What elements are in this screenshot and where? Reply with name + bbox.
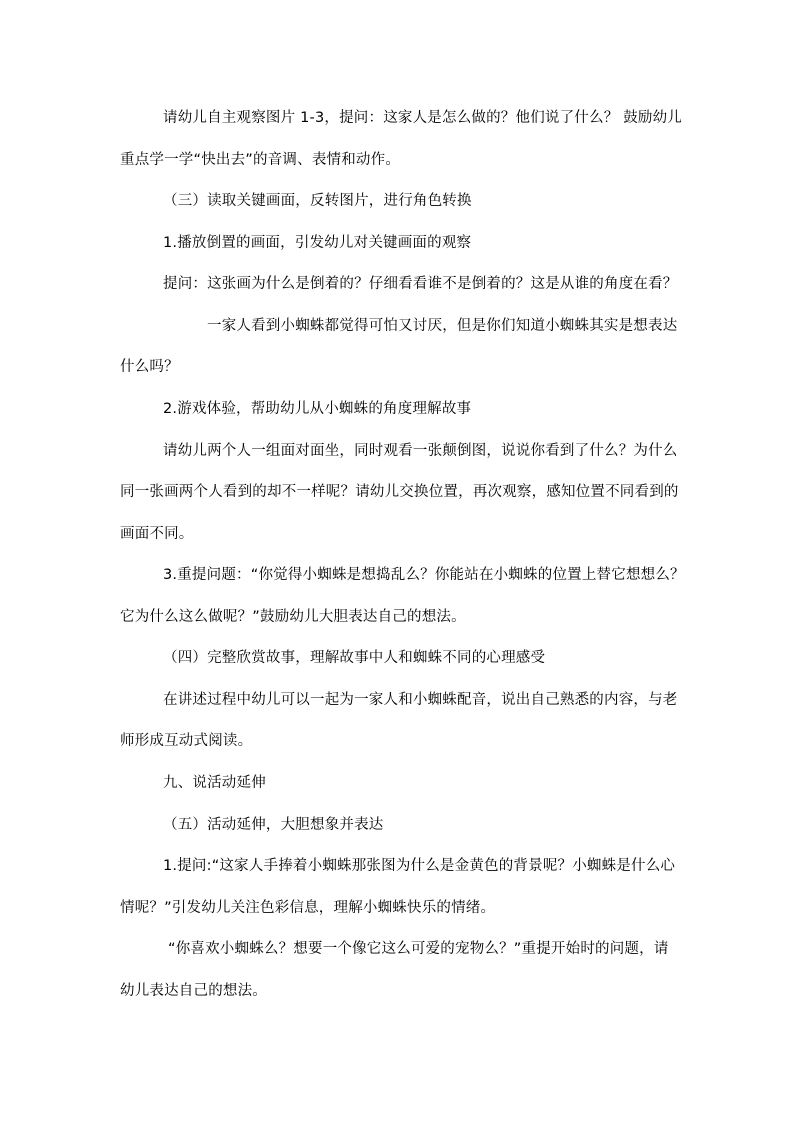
paragraph-line: 1.提问:“这家人手捧着小蜘蛛那张图为什么是金黄色的背景呢？小蜘蛛是什么心 (163, 858, 676, 874)
paragraph-line: 师形成互动式阅读。 (120, 733, 253, 749)
paragraph-line: 3.重提问题：“你觉得小蜘蛛是想捣乱么？你能站在小蜘蛛的位置上替它想想么？ (163, 567, 685, 583)
paragraph-line: 请幼儿自主观察图片 1-3，提问：这家人是怎么做的？他们说了什么？ 鼓励幼儿 (163, 110, 682, 126)
section-heading: （四）完整欣赏故事，理解故事中人和蜘蛛不同的心理感受 (163, 650, 546, 666)
paragraph-line: 它为什么这么做呢？”鼓励幼儿大胆表达自己的想法。 (120, 609, 466, 625)
paragraph-line: 在讲述过程中幼儿可以一起为一家人和小蜘蛛配音，说出自己熟悉的内容，与老 (163, 692, 678, 708)
paragraph-line: 情呢？”引发幼儿关注色彩信息，理解小蜘蛛快乐的情绪。 (120, 900, 496, 916)
paragraph-line: 一家人看到小蜘蛛都觉得可怕又讨厌，但是你们知道小蜘蛛其实是想表达 (207, 318, 678, 334)
paragraph-line: 幼儿表达自己的想法。 (120, 983, 267, 999)
paragraph-line: 同一张画两个人看到的却不一样呢？请幼儿交换位置，再次观察，感知位置不同看到的 (120, 484, 679, 500)
section-heading: 九、说活动延伸 (163, 775, 266, 791)
paragraph-line: 请幼儿两个人一组面对面坐，同时观看一张颠倒图，说说你看到了什么？为什么 (163, 443, 678, 459)
paragraph-line: 画面不同。 (120, 526, 194, 542)
paragraph-line: 1.播放倒置的画面，引发幼儿对关键画面的观察 (163, 235, 472, 251)
section-heading: （三）读取关键画面，反转图片，进行角色转换 (163, 193, 472, 209)
paragraph-line: 2.游戏体验，帮助幼儿从小蜘蛛的角度理解故事 (163, 401, 472, 417)
paragraph-line: 什么吗？ (120, 359, 179, 375)
paragraph-line: “你喜欢小蜘蛛么？想要一个像它这么可爱的宠物么？”重提开始时的问题，请 (168, 941, 669, 957)
section-heading: （五）活动延伸，大胆想象并表达 (163, 817, 384, 833)
paragraph-line: 重点学一学“快出去”的音调、表情和动作。 (120, 152, 401, 168)
paragraph-line: 提问：这张画为什么是倒着的？仔细看看谁不是倒着的？这是从谁的角度在看？ (163, 276, 678, 292)
